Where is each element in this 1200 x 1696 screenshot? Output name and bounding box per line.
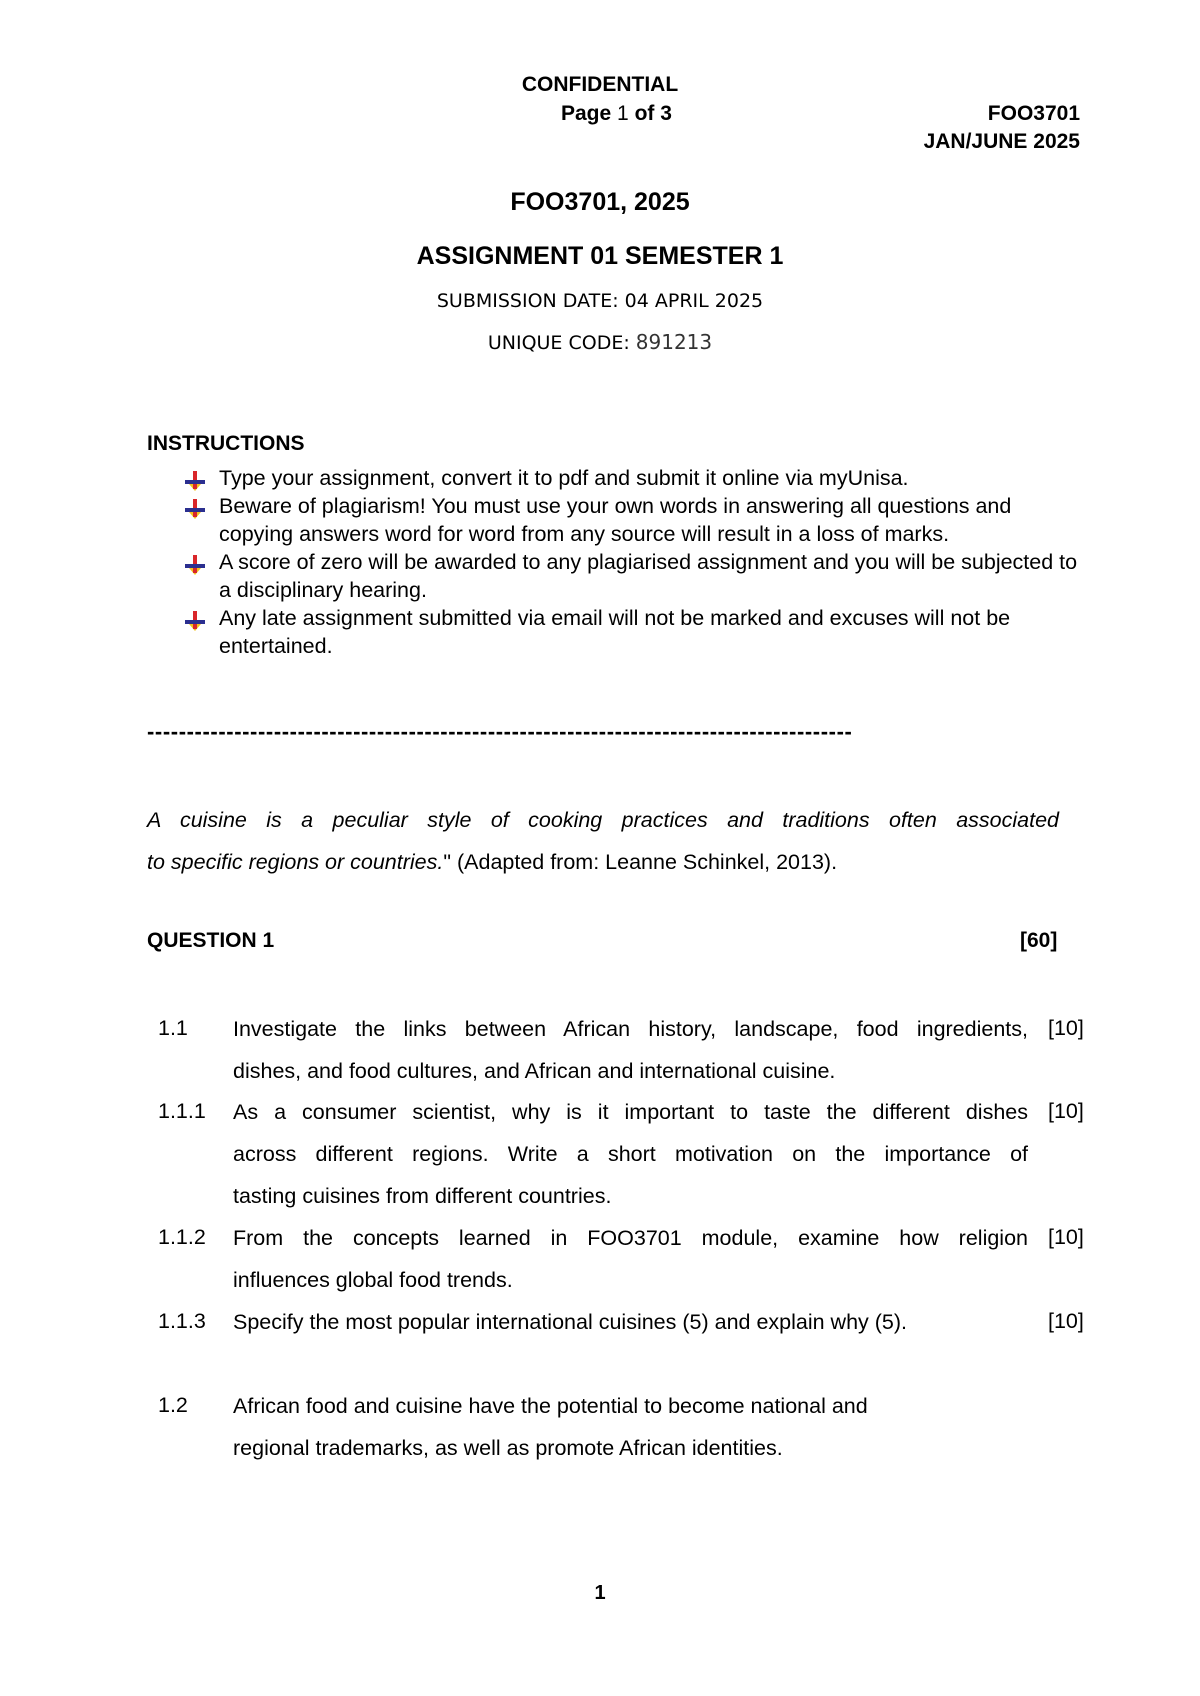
instruction-text: Beware of plagiarism! You must use your own words in answering all questions and copying answers word for word from any source will result in a loss of marks. [219,494,1012,546]
instructions-list [180,464,1080,660]
question-line: dishes, and food cultures, and African and international cuisine. [233,1059,836,1083]
question-marks: [10] [1048,1225,1084,1249]
question-number: 1.1.2 [158,1225,206,1249]
question-text [233,1301,1028,1343]
arrow-bullet-icon [184,470,206,492]
quote-line-2 [147,841,1059,883]
instruction-item [180,604,1080,660]
module-code: FOO3701 [987,102,1080,125]
arrow-bullet-icon [184,554,206,576]
page-total: 3 [660,102,672,125]
quote-line-1: A cuisine is a peculiar style of cooking practices and traditions often associated [147,808,1059,832]
page-of: of [634,102,655,125]
arrow-bullet-icon [184,498,206,520]
question-line: From the concepts learned in FOO3701 module, examine how religion [233,1226,1028,1250]
question-number: 1.2 [158,1393,188,1417]
question-number: 1.1.1 [158,1099,206,1123]
quote-line-2-italic: to specific regions or countries. [147,850,444,874]
confidential-label: CONFIDENTIAL [521,73,679,96]
unique-code-label: UNIQUE CODE: [487,332,630,354]
cuisine-quote [147,799,1059,883]
question-line: Specify the most popular international cuisines (5) and explain why (5). [233,1310,908,1334]
question-line: across different regions. Write a short motivation on the importance of [233,1142,1028,1166]
instruction-item [180,548,1080,604]
question-total-marks: [60] [1020,929,1058,952]
question-line: regional trademarks, as well as promote African identities. [233,1436,783,1460]
question-line: Investigate the links between African history, landscape, food ingredients, [233,1017,1028,1041]
question-text [233,1008,1028,1092]
question-text [233,1385,1028,1469]
instruction-text: Type your assignment, convert it to pdf and submit it online via myUnisa. [219,466,909,490]
question-marks: [10] [1048,1099,1084,1123]
question-text [233,1217,1028,1301]
section-divider: ----------------------------------------------------------------------------------------- [147,719,853,744]
page-indicator [561,102,672,126]
question-line: As a consumer scientist, why is it important to taste the different dishes [233,1100,1028,1124]
instruction-item [180,492,1080,548]
question-number: 1.1.3 [158,1309,206,1333]
submission-date: SUBMISSION DATE: 04 APRIL 2025 [436,290,764,312]
question-marks: [10] [1048,1309,1084,1333]
assignment-title: ASSIGNMENT 01 SEMESTER 1 [416,242,784,270]
semester-label: JAN/JUNE 2025 [923,130,1080,153]
quote-citation: " (Adapted from: Leanne Schinkel, 2013). [443,850,838,874]
unique-code-value: 891213 [635,330,713,354]
question-line: African food and cuisine have the potential to become national and [233,1394,868,1418]
page-current: 1 [617,102,629,125]
instructions-heading: INSTRUCTIONS [147,432,305,455]
question-number: 1.1 [158,1016,188,1040]
question-line: tasting cuisines from different countries. [233,1184,612,1208]
instruction-text: A score of zero will be awarded to any plagiarised assignment and you will be subjected to a disciplinary hearing. [219,550,1078,602]
document-title: FOO3701, 2025 [510,188,690,216]
instruction-text: Any late assignment submitted via email will not be marked and excuses will not be entertained. [219,606,1011,658]
question-marks: [10] [1048,1016,1084,1040]
arrow-bullet-icon [184,610,206,632]
unique-code [0,330,1200,354]
instruction-item [180,464,1080,492]
page-prefix: Page [561,102,612,125]
question-heading: QUESTION 1 [147,929,275,952]
question-line: influences global food trends. [233,1268,513,1292]
page-number-footer: 1 [594,1582,606,1604]
question-text [233,1091,1028,1217]
